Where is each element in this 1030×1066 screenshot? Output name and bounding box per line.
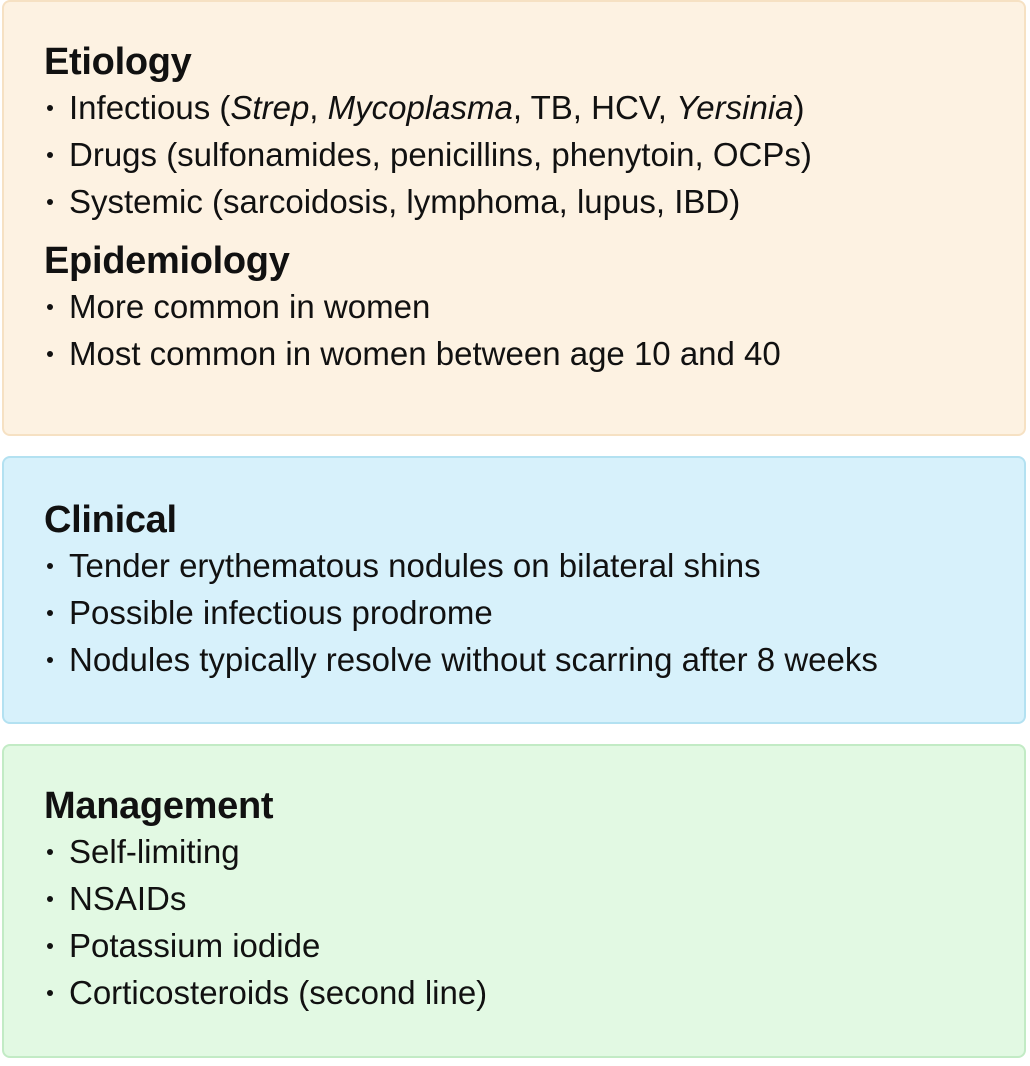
clinical-card [2, 456, 1026, 724]
infectious-middle: , TB, HCV, [512, 89, 677, 126]
list-item: Self-limiting [44, 828, 1024, 875]
yersinia-text: Yersinia [676, 89, 794, 126]
list-item: Most common in women between age 10 and 40 [44, 330, 1024, 377]
etiology-heading: Etiology [44, 41, 192, 83]
management-card [2, 744, 1026, 1058]
clinical-heading: Clinical [44, 499, 177, 541]
infectious-separator: , [309, 89, 328, 126]
strep-text: Strep [230, 89, 310, 126]
etiology-item-infectious [44, 84, 1024, 131]
etiology-epidemiology-card [2, 0, 1026, 436]
list-item: More common in women [44, 283, 1024, 330]
list-item: NSAIDs [44, 875, 1024, 922]
list-item: Tender erythematous nodules on bilateral shins [44, 542, 1024, 589]
list-item: Possible infectious prodrome [44, 589, 1024, 636]
epidemiology-heading: Epidemiology [44, 240, 290, 282]
epidemiology-list [44, 283, 1024, 377]
clinical-list [44, 542, 1024, 683]
management-list [44, 828, 1024, 1016]
management-heading: Management [44, 785, 274, 827]
list-item: Corticosteroids (second line) [44, 969, 1024, 1016]
list-item: Potassium iodide [44, 922, 1024, 969]
etiology-item-drugs: Drugs (sulfonamides, penicillins, phenytoin, OCPs) [44, 131, 1024, 178]
infectious-prefix: Infectious ( [69, 89, 231, 126]
infectious-suffix: ) [793, 89, 805, 126]
etiology-item-systemic: Systemic (sarcoidosis, lymphoma, lupus, IBD) [44, 178, 1024, 225]
etiology-list [44, 84, 1024, 225]
list-item: Nodules typically resolve without scarring after 8 weeks [44, 636, 1024, 683]
mycoplasma-text: Mycoplasma [327, 89, 513, 126]
